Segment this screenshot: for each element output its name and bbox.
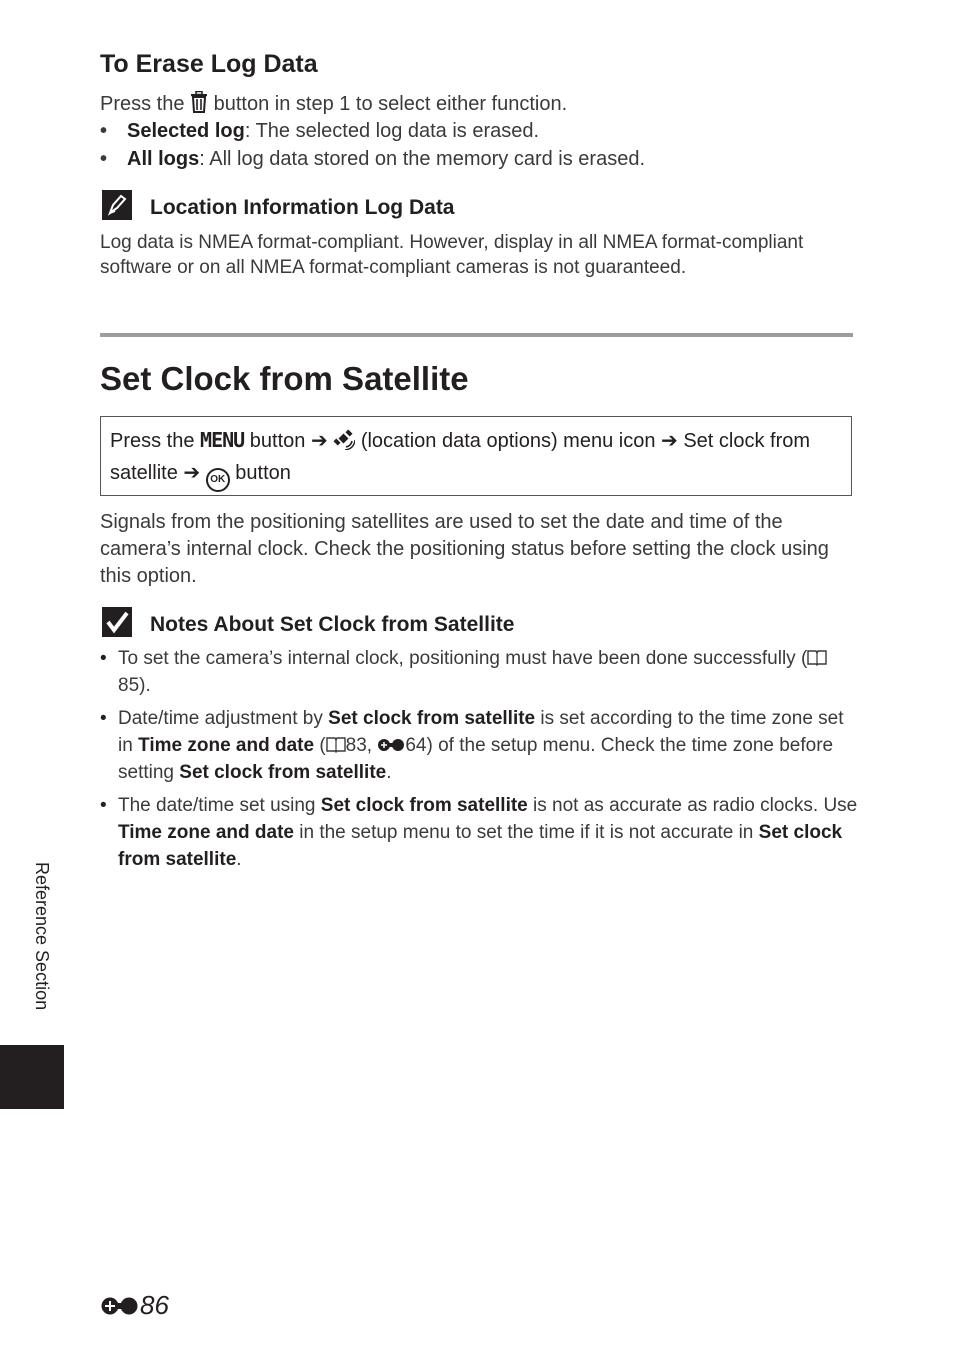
bullet: • (100, 795, 107, 816)
bullet: • (100, 148, 108, 170)
bullet: • (100, 120, 108, 142)
side-section-label: Reference Section (32, 862, 52, 1011)
pencil-note-icon (102, 190, 132, 220)
list-item: • The date/time set using Set clock from satellite is not as accurate as radio clocks. Use Time zone and date in the setup menu to set the time if it is not accurate in Set clock from satellite. (100, 792, 860, 873)
notes-list (100, 645, 860, 879)
arrow-right-icon: ➔ (310, 430, 328, 452)
side-section-tab (0, 1045, 64, 1109)
page-title: Set Clock from Satellite (100, 360, 469, 397)
note-title-set-clock: Notes About Set Clock from Satellite (150, 613, 515, 636)
satellite-icon (333, 430, 355, 452)
menu-navigation-box: Press the MENU button ➔ (location data options) menu icon ➔ Set clock from satellite ➔ OK button (100, 416, 852, 496)
menu-button-icon: MENU (200, 428, 245, 452)
list-item: • Date/time adjustment by Set clock from satellite is set according to the time zone set in Time zone and date ( 83, 64) of the setup menu. Check the time zone before setting Set clock from satellite. (100, 705, 860, 786)
checkmark-note-icon (102, 607, 132, 637)
section-title-erase-log-data: To Erase Log Data (100, 50, 318, 78)
reference-section-icon (377, 735, 405, 756)
erase-intro: Press the button in step 1 to select either function. (100, 93, 568, 115)
ok-button-icon: OK (206, 468, 230, 492)
section-description: Signals from the positioning satellites are used to set the date and time of the camera’s internal clock. Check the positioning status before setting the clock using this option. (100, 511, 829, 587)
list-item: • Selected log: The selected log data is erased. (100, 118, 539, 145)
list-item: • All logs: All log data stored on the memory card is erased. (100, 146, 645, 173)
list-item: • To set the camera’s internal clock, positioning must have been done successfully (85). (100, 645, 860, 699)
page-number: 86 (100, 1290, 169, 1321)
arrow-right-icon: ➔ (661, 430, 678, 452)
arrow-right-icon: ➔ (183, 462, 201, 484)
bullet: • (100, 648, 107, 669)
reference-section-icon (100, 1290, 140, 1321)
note-title-location-log: Location Information Log Data (150, 196, 455, 219)
note-text-location-log: Log data is NMEA format-compliant. However, display in all NMEA format-compliant software or on all NMEA format-compliant cameras is not guaranteed. (100, 232, 804, 278)
section-divider (100, 333, 853, 337)
bullet: • (100, 708, 107, 729)
book-reference-icon (326, 735, 346, 756)
trash-icon (190, 93, 208, 115)
book-reference-icon (807, 648, 827, 669)
